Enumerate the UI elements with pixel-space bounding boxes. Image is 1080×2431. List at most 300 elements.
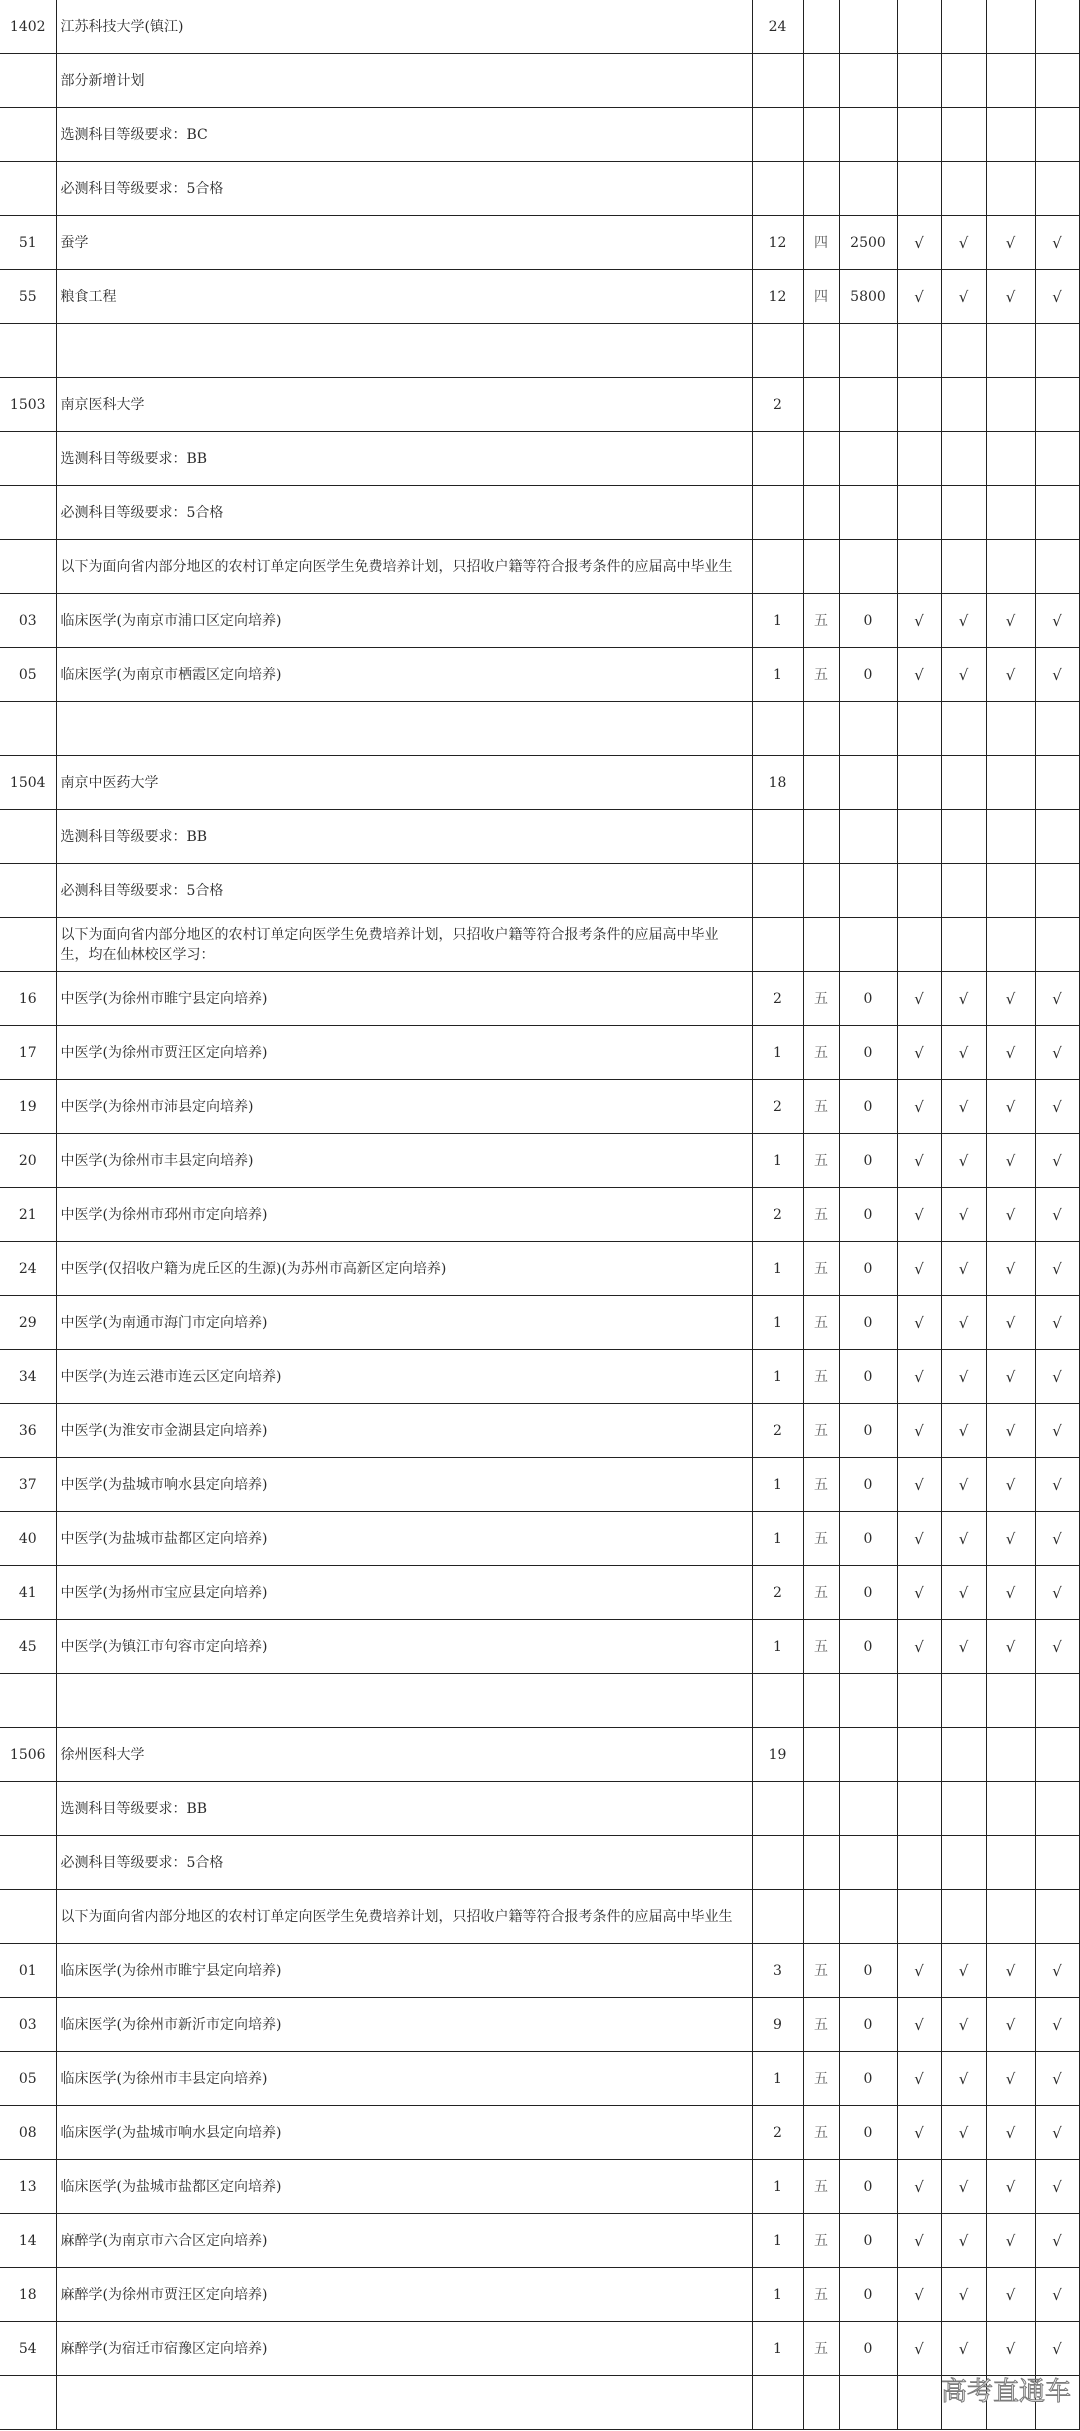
plan-count: 1 bbox=[752, 1620, 803, 1674]
table-row-school bbox=[0, 0, 1079, 54]
check-mark-icon bbox=[986, 378, 1035, 432]
check-mark-icon: √ bbox=[986, 1620, 1035, 1674]
check-mark-icon: √ bbox=[1035, 2214, 1079, 2268]
check-mark-icon: √ bbox=[1035, 1998, 1079, 2052]
check-mark-icon bbox=[1035, 108, 1079, 162]
table-row-major bbox=[0, 1350, 1079, 1404]
tuition-fee: 5800 bbox=[839, 270, 897, 324]
check-mark-icon: √ bbox=[986, 1998, 1035, 2052]
check-mark-icon: √ bbox=[897, 2214, 941, 2268]
check-mark-icon bbox=[1035, 1782, 1079, 1836]
check-mark-icon bbox=[941, 1674, 986, 1728]
plan-count: 1 bbox=[752, 1458, 803, 1512]
major-name: 中医学(为镇江市句容市定向培养) bbox=[56, 1620, 752, 1674]
check-mark-icon bbox=[1035, 702, 1079, 756]
check-mark-icon bbox=[897, 918, 941, 972]
tuition-fee: 0 bbox=[839, 1134, 897, 1188]
check-mark-icon: √ bbox=[986, 2322, 1035, 2376]
study-years: 五 bbox=[803, 1188, 839, 1242]
table-row-major bbox=[0, 2322, 1079, 2376]
study-years bbox=[803, 324, 839, 378]
plan-count: 1 bbox=[752, 2214, 803, 2268]
table-row-major bbox=[0, 1620, 1079, 1674]
table-row-major bbox=[0, 1242, 1079, 1296]
tuition-fee bbox=[839, 2376, 897, 2430]
check-mark-icon bbox=[897, 486, 941, 540]
study-years: 五 bbox=[803, 1512, 839, 1566]
table-row-major bbox=[0, 2214, 1079, 2268]
check-mark-icon: √ bbox=[1035, 1242, 1079, 1296]
check-mark-icon: √ bbox=[897, 1944, 941, 1998]
check-mark-icon bbox=[986, 1836, 1035, 1890]
major-name: 麻醉学(为宿迁市宿豫区定向培养) bbox=[56, 2322, 752, 2376]
tuition-fee: 0 bbox=[839, 2268, 897, 2322]
plan-count bbox=[752, 324, 803, 378]
table-row-note bbox=[0, 108, 1079, 162]
check-mark-icon: √ bbox=[897, 1080, 941, 1134]
check-mark-icon bbox=[941, 162, 986, 216]
check-mark-icon: √ bbox=[986, 1026, 1035, 1080]
check-mark-icon: √ bbox=[1035, 2106, 1079, 2160]
check-mark-icon bbox=[1035, 54, 1079, 108]
plan-count: 2 bbox=[752, 1080, 803, 1134]
major-code bbox=[0, 432, 56, 486]
check-mark-icon: √ bbox=[897, 1458, 941, 1512]
tuition-fee: 0 bbox=[839, 1350, 897, 1404]
study-years: 五 bbox=[803, 1350, 839, 1404]
plan-count: 2 bbox=[752, 972, 803, 1026]
plan-count bbox=[752, 2376, 803, 2430]
check-mark-icon: √ bbox=[941, 1134, 986, 1188]
major-code: 08 bbox=[0, 2106, 56, 2160]
check-mark-icon bbox=[941, 810, 986, 864]
check-mark-icon bbox=[1035, 162, 1079, 216]
check-mark-icon: √ bbox=[897, 2268, 941, 2322]
tuition-fee: 0 bbox=[839, 1080, 897, 1134]
major-name: 临床医学(为徐州市丰县定向培养) bbox=[56, 2052, 752, 2106]
check-mark-icon bbox=[986, 432, 1035, 486]
check-mark-icon: √ bbox=[1035, 1620, 1079, 1674]
check-mark-icon: √ bbox=[941, 2322, 986, 2376]
study-years: 五 bbox=[803, 1566, 839, 1620]
check-mark-icon bbox=[986, 108, 1035, 162]
school-code: 1402 bbox=[0, 0, 56, 54]
check-mark-icon: √ bbox=[1035, 2268, 1079, 2322]
check-mark-icon: √ bbox=[986, 2160, 1035, 2214]
study-years bbox=[803, 864, 839, 918]
study-years: 五 bbox=[803, 2106, 839, 2160]
check-mark-icon bbox=[1035, 756, 1079, 810]
check-mark-icon: √ bbox=[986, 1080, 1035, 1134]
study-years: 五 bbox=[803, 2214, 839, 2268]
major-code: 41 bbox=[0, 1566, 56, 1620]
check-mark-icon bbox=[897, 756, 941, 810]
check-mark-icon: √ bbox=[1035, 216, 1079, 270]
plan-count bbox=[752, 540, 803, 594]
check-mark-icon bbox=[897, 0, 941, 54]
study-years: 五 bbox=[803, 648, 839, 702]
check-mark-icon bbox=[897, 1890, 941, 1944]
major-name: 中医学(为徐州市沛县定向培养) bbox=[56, 1080, 752, 1134]
table-row-major bbox=[0, 648, 1079, 702]
check-mark-icon: √ bbox=[1035, 1944, 1079, 1998]
check-mark-icon: √ bbox=[897, 1404, 941, 1458]
note-text: 必测科目等级要求：5合格 bbox=[56, 1836, 752, 1890]
tuition-fee bbox=[839, 540, 897, 594]
check-mark-icon bbox=[986, 486, 1035, 540]
check-mark-icon bbox=[897, 864, 941, 918]
check-mark-icon bbox=[897, 378, 941, 432]
major-code: 05 bbox=[0, 2052, 56, 2106]
check-mark-icon: √ bbox=[1035, 972, 1079, 1026]
plan-count: 1 bbox=[752, 1296, 803, 1350]
check-mark-icon bbox=[897, 1674, 941, 1728]
table-row-major bbox=[0, 1998, 1079, 2052]
check-mark-icon bbox=[1035, 1728, 1079, 1782]
check-mark-icon: √ bbox=[1035, 2052, 1079, 2106]
plan-count: 1 bbox=[752, 2322, 803, 2376]
study-years: 五 bbox=[803, 1458, 839, 1512]
major-name: 中医学(仅招收户籍为虎丘区的生源)(为苏州市高新区定向培养) bbox=[56, 1242, 752, 1296]
tuition-fee bbox=[839, 0, 897, 54]
check-mark-icon: √ bbox=[1035, 1188, 1079, 1242]
major-code: 20 bbox=[0, 1134, 56, 1188]
table-row-note bbox=[0, 810, 1079, 864]
major-code: 19 bbox=[0, 1080, 56, 1134]
major-code bbox=[0, 918, 56, 972]
check-mark-icon: √ bbox=[897, 1134, 941, 1188]
tuition-fee bbox=[839, 1782, 897, 1836]
table-row-major bbox=[0, 1296, 1079, 1350]
check-mark-icon: √ bbox=[941, 1188, 986, 1242]
table-row-note bbox=[0, 1782, 1079, 1836]
major-name: 中医学(为盐城市响水县定向培养) bbox=[56, 1458, 752, 1512]
study-years: 五 bbox=[803, 594, 839, 648]
check-mark-icon: √ bbox=[986, 1350, 1035, 1404]
check-mark-icon: √ bbox=[941, 1242, 986, 1296]
table-row-major bbox=[0, 2160, 1079, 2214]
major-code: 16 bbox=[0, 972, 56, 1026]
table-row-major bbox=[0, 1026, 1079, 1080]
major-code bbox=[0, 324, 56, 378]
tuition-fee bbox=[839, 378, 897, 432]
major-code bbox=[0, 810, 56, 864]
plan-count bbox=[752, 108, 803, 162]
table-row-note bbox=[0, 918, 1079, 972]
study-years bbox=[803, 1890, 839, 1944]
check-mark-icon: √ bbox=[986, 1404, 1035, 1458]
check-mark-icon: √ bbox=[1035, 270, 1079, 324]
major-name: 中医学(为连云港市连云区定向培养) bbox=[56, 1350, 752, 1404]
major-code: 51 bbox=[0, 216, 56, 270]
major-name: 临床医学(为徐州市睢宁县定向培养) bbox=[56, 1944, 752, 1998]
check-mark-icon bbox=[986, 324, 1035, 378]
tuition-fee bbox=[839, 1728, 897, 1782]
check-mark-icon: √ bbox=[897, 648, 941, 702]
table-row-note bbox=[0, 54, 1079, 108]
check-mark-icon: √ bbox=[1035, 2322, 1079, 2376]
table-row-major bbox=[0, 2052, 1079, 2106]
plan-count bbox=[752, 1782, 803, 1836]
study-years: 五 bbox=[803, 972, 839, 1026]
tuition-fee: 0 bbox=[839, 2322, 897, 2376]
major-name: 中医学(为徐州市丰县定向培养) bbox=[56, 1134, 752, 1188]
study-years bbox=[803, 108, 839, 162]
major-code bbox=[0, 108, 56, 162]
check-mark-icon bbox=[986, 1782, 1035, 1836]
plan-count bbox=[752, 1674, 803, 1728]
check-mark-icon bbox=[1035, 1890, 1079, 1944]
check-mark-icon: √ bbox=[897, 1620, 941, 1674]
study-years bbox=[803, 0, 839, 54]
check-mark-icon: √ bbox=[986, 2106, 1035, 2160]
plan-count: 1 bbox=[752, 1350, 803, 1404]
study-years bbox=[803, 162, 839, 216]
plan-count: 1 bbox=[752, 2268, 803, 2322]
check-mark-icon: √ bbox=[941, 1404, 986, 1458]
table-row-school bbox=[0, 1728, 1079, 1782]
plan-count: 12 bbox=[752, 216, 803, 270]
check-mark-icon: √ bbox=[941, 1458, 986, 1512]
check-mark-icon: √ bbox=[1035, 1080, 1079, 1134]
check-mark-icon bbox=[1035, 1836, 1079, 1890]
major-code: 21 bbox=[0, 1188, 56, 1242]
check-mark-icon bbox=[986, 918, 1035, 972]
check-mark-icon bbox=[941, 54, 986, 108]
major-code bbox=[0, 2376, 56, 2430]
check-mark-icon: √ bbox=[941, 1080, 986, 1134]
study-years: 五 bbox=[803, 1620, 839, 1674]
major-code bbox=[0, 1836, 56, 1890]
check-mark-icon: √ bbox=[1035, 594, 1079, 648]
major-name: 中医学(为淮安市金湖县定向培养) bbox=[56, 1404, 752, 1458]
check-mark-icon bbox=[1035, 0, 1079, 54]
study-years bbox=[803, 1674, 839, 1728]
check-mark-icon: √ bbox=[1035, 648, 1079, 702]
major-name: 临床医学(为盐城市盐都区定向培养) bbox=[56, 2160, 752, 2214]
check-mark-icon: √ bbox=[1035, 1296, 1079, 1350]
check-mark-icon: √ bbox=[941, 1296, 986, 1350]
check-mark-icon: √ bbox=[986, 972, 1035, 1026]
study-years bbox=[803, 432, 839, 486]
plan-count: 18 bbox=[752, 756, 803, 810]
tuition-fee bbox=[839, 1674, 897, 1728]
study-years bbox=[803, 810, 839, 864]
check-mark-icon bbox=[897, 162, 941, 216]
check-mark-icon: √ bbox=[986, 2214, 1035, 2268]
study-years: 五 bbox=[803, 1296, 839, 1350]
table-row-blank bbox=[0, 324, 1079, 378]
check-mark-icon bbox=[986, 0, 1035, 54]
check-mark-icon: √ bbox=[986, 2052, 1035, 2106]
plan-count bbox=[752, 918, 803, 972]
tuition-fee: 0 bbox=[839, 1404, 897, 1458]
check-mark-icon bbox=[941, 0, 986, 54]
check-mark-icon bbox=[897, 702, 941, 756]
check-mark-icon bbox=[941, 702, 986, 756]
study-years: 五 bbox=[803, 1404, 839, 1458]
check-mark-icon: √ bbox=[897, 2052, 941, 2106]
empty-cell bbox=[56, 1674, 752, 1728]
plan-count: 9 bbox=[752, 1998, 803, 2052]
check-mark-icon bbox=[897, 540, 941, 594]
plan-count: 1 bbox=[752, 1242, 803, 1296]
check-mark-icon: √ bbox=[986, 1458, 1035, 1512]
check-mark-icon bbox=[941, 108, 986, 162]
school-name: 江苏科技大学(镇江) bbox=[56, 0, 752, 54]
plan-count bbox=[752, 162, 803, 216]
check-mark-icon bbox=[1035, 810, 1079, 864]
major-code: 24 bbox=[0, 1242, 56, 1296]
major-code bbox=[0, 486, 56, 540]
check-mark-icon: √ bbox=[986, 1566, 1035, 1620]
major-name: 临床医学(为南京市栖霞区定向培养) bbox=[56, 648, 752, 702]
major-code: 03 bbox=[0, 1998, 56, 2052]
major-code: 14 bbox=[0, 2214, 56, 2268]
tuition-fee: 0 bbox=[839, 1458, 897, 1512]
plan-count: 12 bbox=[752, 270, 803, 324]
check-mark-icon: √ bbox=[1035, 2160, 1079, 2214]
major-code bbox=[0, 702, 56, 756]
table-row-note bbox=[0, 540, 1079, 594]
major-code: 29 bbox=[0, 1296, 56, 1350]
check-mark-icon: √ bbox=[941, 648, 986, 702]
major-code bbox=[0, 1782, 56, 1836]
major-name: 麻醉学(为徐州市贾汪区定向培养) bbox=[56, 2268, 752, 2322]
study-years bbox=[803, 54, 839, 108]
check-mark-icon bbox=[1035, 918, 1079, 972]
check-mark-icon bbox=[897, 1782, 941, 1836]
table-row-major bbox=[0, 1134, 1079, 1188]
major-name: 临床医学(为盐城市响水县定向培养) bbox=[56, 2106, 752, 2160]
plan-count: 2 bbox=[752, 1188, 803, 1242]
check-mark-icon bbox=[941, 1782, 986, 1836]
major-code bbox=[0, 864, 56, 918]
major-code bbox=[0, 1674, 56, 1728]
major-code: 45 bbox=[0, 1620, 56, 1674]
table-row-note bbox=[0, 1890, 1079, 1944]
check-mark-icon bbox=[941, 918, 986, 972]
table-row-major bbox=[0, 594, 1079, 648]
check-mark-icon: √ bbox=[1035, 1566, 1079, 1620]
table-row-major bbox=[0, 1404, 1079, 1458]
plan-count: 24 bbox=[752, 0, 803, 54]
major-name: 临床医学(为徐州市新沂市定向培养) bbox=[56, 1998, 752, 2052]
empty-cell bbox=[56, 2376, 752, 2430]
tuition-fee bbox=[839, 756, 897, 810]
table-row-major bbox=[0, 270, 1079, 324]
major-name: 中医学(为徐州市邳州市定向培养) bbox=[56, 1188, 752, 1242]
major-name: 临床医学(为南京市浦口区定向培养) bbox=[56, 594, 752, 648]
check-mark-icon bbox=[941, 864, 986, 918]
check-mark-icon: √ bbox=[941, 216, 986, 270]
check-mark-icon bbox=[986, 702, 1035, 756]
tuition-fee: 0 bbox=[839, 2214, 897, 2268]
check-mark-icon bbox=[897, 324, 941, 378]
check-mark-icon: √ bbox=[897, 1512, 941, 1566]
major-name: 中医学(为南通市海门市定向培养) bbox=[56, 1296, 752, 1350]
study-years: 四 bbox=[803, 270, 839, 324]
study-years: 五 bbox=[803, 2052, 839, 2106]
tuition-fee bbox=[839, 918, 897, 972]
check-mark-icon: √ bbox=[897, 216, 941, 270]
check-mark-icon: √ bbox=[897, 2322, 941, 2376]
check-mark-icon: √ bbox=[986, 1242, 1035, 1296]
table-row-blank bbox=[0, 702, 1079, 756]
check-mark-icon bbox=[1035, 1674, 1079, 1728]
check-mark-icon bbox=[986, 54, 1035, 108]
plan-count bbox=[752, 1836, 803, 1890]
table-row-major bbox=[0, 1512, 1079, 1566]
tuition-fee bbox=[839, 162, 897, 216]
study-years: 五 bbox=[803, 1026, 839, 1080]
check-mark-icon bbox=[941, 486, 986, 540]
check-mark-icon bbox=[1035, 540, 1079, 594]
plan-count bbox=[752, 864, 803, 918]
tuition-fee bbox=[839, 702, 897, 756]
plan-count: 2 bbox=[752, 378, 803, 432]
tuition-fee bbox=[839, 864, 897, 918]
check-mark-icon: √ bbox=[986, 216, 1035, 270]
check-mark-icon bbox=[941, 1728, 986, 1782]
check-mark-icon: √ bbox=[941, 2160, 986, 2214]
note-text: 以下为面向省内部分地区的农村订单定向医学生免费培养计划，只招收户籍等符合报考条件的应届高中毕业生 bbox=[56, 540, 752, 594]
study-years bbox=[803, 378, 839, 432]
tuition-fee bbox=[839, 108, 897, 162]
check-mark-icon: √ bbox=[941, 1566, 986, 1620]
check-mark-icon bbox=[941, 540, 986, 594]
check-mark-icon bbox=[941, 1890, 986, 1944]
note-text: 以下为面向省内部分地区的农村订单定向医学生免费培养计划，只招收户籍等符合报考条件的应届高中毕业生 bbox=[56, 1890, 752, 1944]
major-code: 40 bbox=[0, 1512, 56, 1566]
tuition-fee: 0 bbox=[839, 1998, 897, 2052]
check-mark-icon bbox=[941, 324, 986, 378]
check-mark-icon bbox=[986, 1728, 1035, 1782]
plan-count: 2 bbox=[752, 1404, 803, 1458]
tuition-fee bbox=[839, 432, 897, 486]
major-name: 中医学(为盐城市盐都区定向培养) bbox=[56, 1512, 752, 1566]
table-row-blank bbox=[0, 2376, 1079, 2430]
table-row-major bbox=[0, 216, 1079, 270]
school-name: 南京医科大学 bbox=[56, 378, 752, 432]
note-text: 必测科目等级要求：5合格 bbox=[56, 486, 752, 540]
school-name: 徐州医科大学 bbox=[56, 1728, 752, 1782]
tuition-fee: 0 bbox=[839, 2160, 897, 2214]
major-name: 中医学(为徐州市睢宁县定向培养) bbox=[56, 972, 752, 1026]
note-text: 选测科目等级要求：BC bbox=[56, 108, 752, 162]
plan-count: 1 bbox=[752, 2160, 803, 2214]
tuition-fee bbox=[839, 486, 897, 540]
watermark-logo: 高考直通车 bbox=[941, 2377, 1072, 2407]
plan-count bbox=[752, 54, 803, 108]
plan-count bbox=[752, 1890, 803, 1944]
check-mark-icon bbox=[1035, 432, 1079, 486]
check-mark-icon: √ bbox=[897, 1566, 941, 1620]
table-row-school bbox=[0, 756, 1079, 810]
tuition-fee: 0 bbox=[839, 1188, 897, 1242]
empty-cell bbox=[56, 324, 752, 378]
tuition-fee: 0 bbox=[839, 1620, 897, 1674]
plan-count bbox=[752, 702, 803, 756]
school-code: 1506 bbox=[0, 1728, 56, 1782]
major-code: 37 bbox=[0, 1458, 56, 1512]
check-mark-icon: √ bbox=[986, 1512, 1035, 1566]
check-mark-icon: √ bbox=[1035, 1512, 1079, 1566]
major-code: 34 bbox=[0, 1350, 56, 1404]
table-row-note bbox=[0, 864, 1079, 918]
check-mark-icon bbox=[897, 108, 941, 162]
tuition-fee: 2500 bbox=[839, 216, 897, 270]
